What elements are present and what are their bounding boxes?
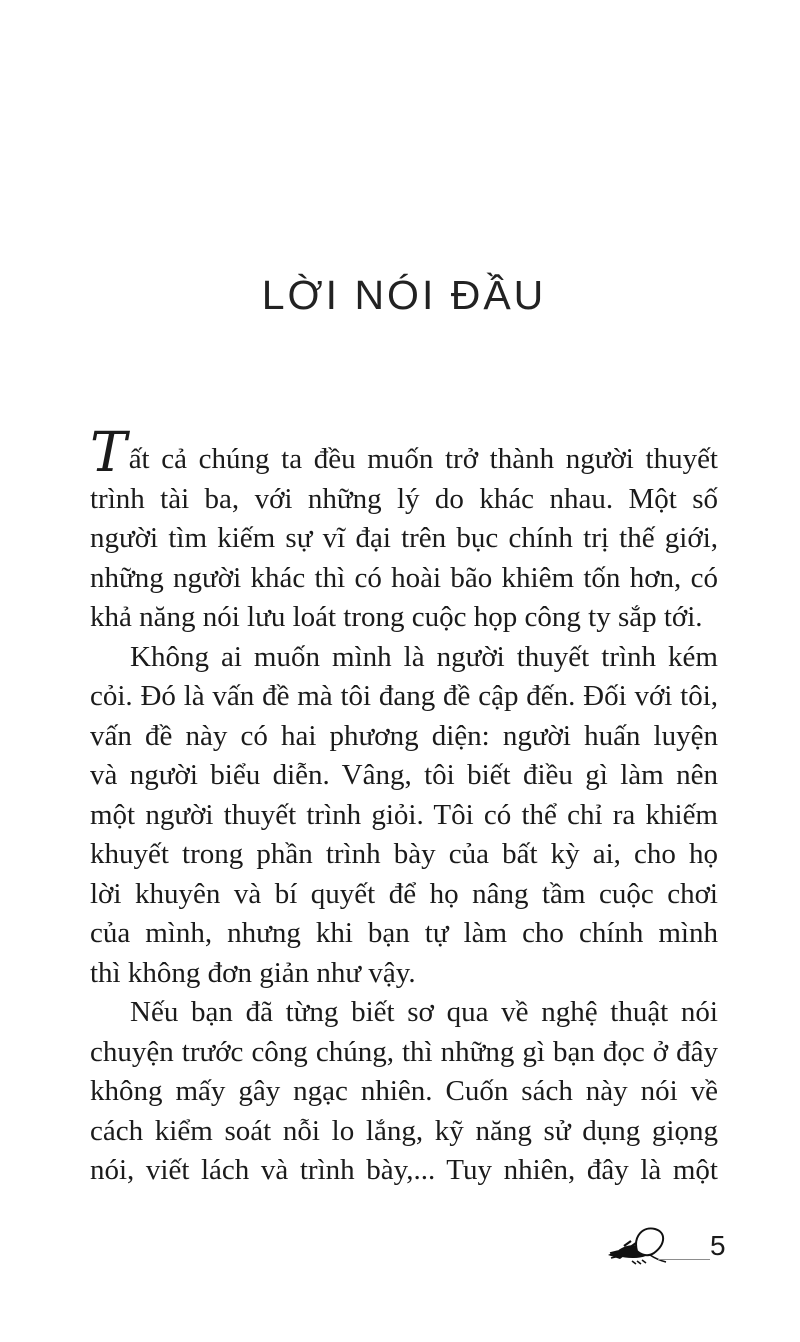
text-line: trình tài ba, với những lý do khác nhau. Một số: [90, 482, 718, 515]
text-line: thì không đơn giản như vậy.: [90, 956, 416, 989]
page-number: 5: [710, 1230, 726, 1261]
text-line: và người biểu diễn. Vâng, tôi biết điều gì làm nên: [90, 759, 718, 791]
text-line: vấn đề này có hai phương diện: người huấn luyện: [90, 719, 718, 752]
footer-rule: [658, 1259, 710, 1260]
text-line: người tìm kiếm sự vĩ đại trên bục chính trị thế giới,: [90, 522, 718, 554]
text-line: lời khuyên và bí quyết để họ nâng tầm cuộc chơi: [90, 877, 718, 910]
text-line: cách kiểm soát nỗi lo lắng, kỹ năng sử dụng giọng: [90, 1114, 718, 1147]
text-line: Tất cả chúng ta đều muốn trở thành người thuyết: [90, 420, 718, 484]
text-line: những người khác thì có hoài bão khiêm tốn hơn, có: [90, 561, 718, 594]
text-line: của mình, nhưng khi bạn tự làm cho chính mình: [90, 917, 718, 949]
dropcap-initial: T: [90, 420, 127, 484]
text-line: Nếu bạn đã từng biết sơ qua về nghệ thuật nói: [130, 996, 718, 1028]
text-line: một người thuyết trình giỏi. Tôi có thể chỉ ra khiếm: [90, 798, 718, 831]
text-line: khuyết trong phần trình bày của bất kỳ ai, cho họ: [90, 838, 718, 870]
text-line: nói, viết lách và trình bày,... Tuy nhiên, đây là một: [90, 1154, 718, 1186]
text-line: chuyện trước công chúng, thì những gì bạn đọc ở đây: [90, 1035, 718, 1068]
page-footer: [606, 1218, 736, 1274]
text-line: cỏi. Đó là vấn đề mà tôi đang đề cập đến. Đối với tôi,: [90, 680, 718, 712]
text-line: Không ai muốn mình là người thuyết trình kém: [130, 640, 718, 673]
text-line: khả năng nói lưu loát trong cuộc họp công ty sắp tới.: [90, 601, 703, 633]
text-line: không mấy gây ngạc nhiên. Cuốn sách này nói về: [90, 1075, 718, 1107]
chapter-title: LỜI NÓI ĐẦU: [261, 272, 547, 318]
body-text: [90, 420, 718, 1191]
